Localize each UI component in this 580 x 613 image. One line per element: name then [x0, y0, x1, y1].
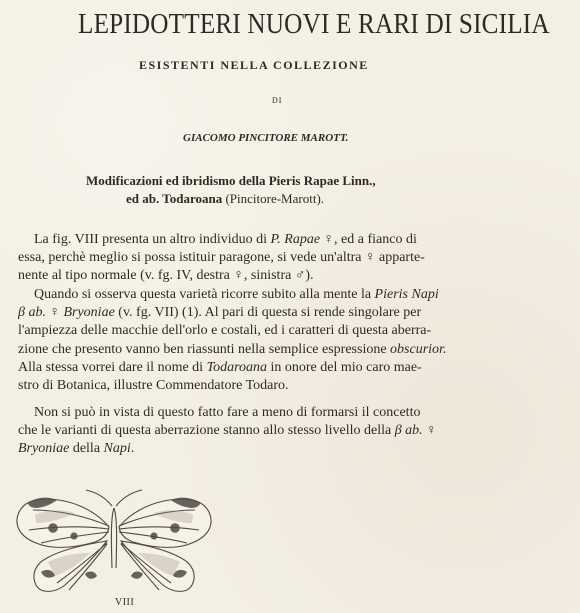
body-line-9 [18, 377, 289, 395]
body-line-5 [18, 304, 421, 322]
body-line-5-part-2: (v. fg. VII) (1). Al pari di questa si rende singolare per [114, 305, 422, 320]
body-line-1-part-3: ♀, ed a fianco di [320, 232, 417, 247]
body-line-1-part-1: La fig. VIII presenta un altro individuo di [34, 232, 271, 247]
body-line-8-part-2: Todaroana [206, 360, 267, 375]
body-line-5-part-1: β ab. ♀ Bryoniae [18, 305, 115, 320]
author-name: GIACOMO PINCITORE MAROTT. [183, 132, 349, 144]
document-title: LEPIDOTTERI NUOVI E RARI DI SICILIA [78, 9, 550, 40]
body-line-2 [18, 249, 425, 267]
section-heading-line-2 [126, 191, 486, 207]
body-line-12 [18, 440, 134, 458]
body-line-3-part-1: nente al tipo normale (v. fg. IV, destra ♀, sinistra ♂). [18, 268, 314, 283]
body-line-4 [34, 286, 439, 304]
body-line-8-part-3: in onore del mio caro mae- [267, 360, 422, 375]
body-line-12-part-3: Napi [103, 441, 131, 456]
section-heading-line-1: Modificazioni ed ibridismo della Pieris Rapae Linn., [86, 173, 376, 188]
section-heading-bold: ed ab. Todaroana [126, 191, 223, 206]
section-heading-rest: (Pincitore-Marott). [222, 191, 325, 206]
body-line-4-part-2: Pieris Napi [374, 287, 439, 302]
body-line-11-part-2: β ab. ♀ [394, 423, 437, 438]
body-line-11 [18, 422, 437, 440]
body-line-1-part-2: P. Rapae [270, 232, 321, 247]
butterfly-icon [13, 486, 215, 598]
body-line-8 [18, 359, 422, 377]
body-line-8-part-1: Alla stessa vorrei dare il nome di [18, 360, 207, 375]
figure-label: VIII [115, 597, 135, 608]
body-line-2-part-1: essa, perchè meglio si possa istituir paragone, si vede un'altra ♀ apparte- [18, 250, 425, 265]
body-line-12-part-2: della [69, 441, 104, 456]
body-line-12-part-1: Bryoniae [18, 441, 70, 456]
body-line-7 [18, 341, 446, 359]
body-line-6 [18, 322, 431, 340]
body-line-4-part-1: Quando si osserva questa varietà ricorre subito alla mente la [34, 287, 375, 302]
author-connector: DI [272, 96, 283, 105]
body-line-7-part-1: zione che presento vanno ben riassunti nella semplice espressione [18, 342, 391, 357]
body-line-7-part-2: obscurior. [390, 342, 447, 357]
body-line-12-part-4: . [130, 441, 135, 456]
body-line-1 [34, 231, 417, 249]
collection-subtitle: ESISTENTI NELLA COLLEZIONE [139, 58, 369, 72]
body-line-6-part-1: l'ampiezza delle macchie dell'orlo e costali, ed i caratteri di questa aberra- [18, 323, 432, 338]
body-line-10-part-1: Non si può in vista di questo fatto fare a meno di formarsi il concetto [34, 405, 421, 420]
body-line-9-part-1: stro di Botanica, illustre Commendatore Todaro. [18, 378, 289, 393]
body-line-11-part-1: che le varianti di questa aberrazione stanno allo stesso livello della [18, 423, 395, 438]
body-line-10 [34, 404, 420, 422]
body-line-3 [18, 267, 313, 285]
